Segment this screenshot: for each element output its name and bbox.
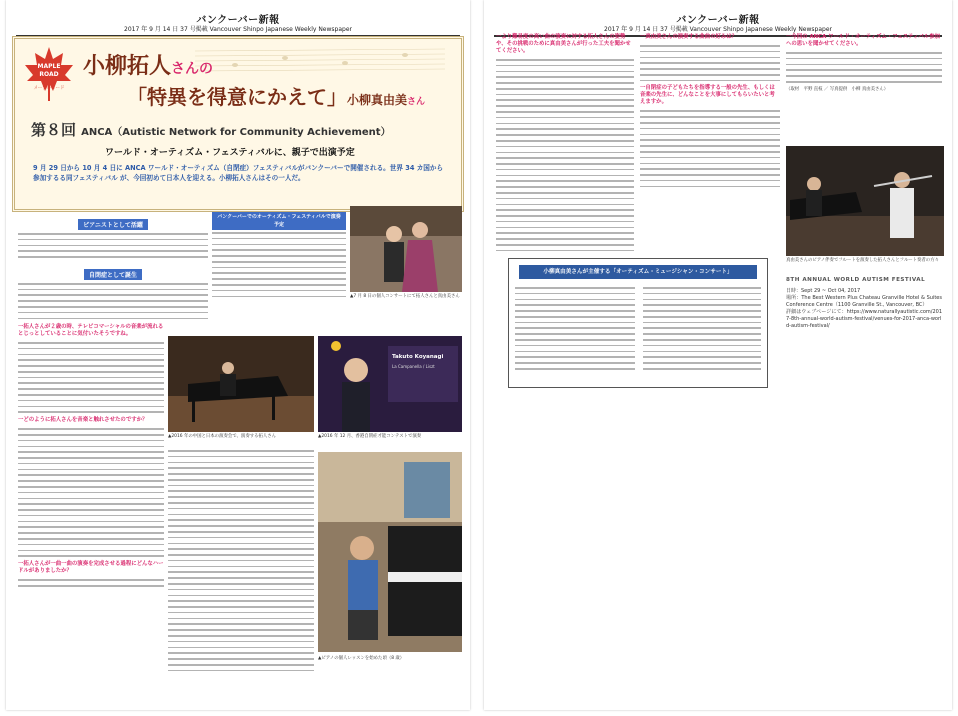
concert-text-b (643, 287, 761, 374)
section-heading-festival: バンクーバーでのオーティズム・フェスティバルで演奏予定 (212, 212, 346, 230)
title-line-2 (127, 81, 425, 110)
question-hurdles: 一拓人さんが一曲一曲の演奏を完成させる過程にどんなハードルがありましたか？ (18, 561, 164, 575)
flute-image (786, 146, 944, 256)
event-title: 8TH ANNUAL WORLD AUTISM FESTIVAL (786, 277, 926, 283)
poster-sub: La Campanella / Liszt (392, 364, 435, 369)
performers-image (350, 206, 462, 292)
body-text-festival (212, 232, 346, 297)
body-text-q1 (18, 342, 164, 413)
photo-piano-stage (168, 336, 314, 432)
question-favorites: 一真由美さんの演奏する曲曲の好みは？ (640, 34, 738, 40)
interview-credit: （取材 平野 直枝 ／ 写真提供 小柳 真由美さん） (786, 86, 889, 92)
title-name-mayumi: 小柳真由美 (347, 93, 408, 107)
badge-sub-text: メープルロード (33, 86, 65, 91)
title-frame (12, 36, 464, 212)
title-line-1 (83, 49, 213, 80)
caption-boy-photo: ▲ピアノの個人レッスンを始めた頃（8 歳） (318, 656, 405, 661)
body-text-col1 (496, 59, 634, 251)
column-2 (640, 34, 780, 191)
event-venue: 場所：The Best Western Plus Chateau Granville Hotel & Suites Conference Centre（1100 Granville St., Vancouver, BC） (786, 295, 942, 308)
lead-paragraph: 9 月 29 日から 10 月 4 日に ANCA ワールド・オーティズム（自閉症）フェスティバルがバンクーバーで開催される。世界 34 カ国から参加するる同フェスティバル が、今回初めて日本人を迎える。小柳拓人さんはその一人だ。 (33, 164, 444, 182)
dateline: 2017 年 9 月 14 日 37 号掲載 Vancouver Shinpo Japanese Weekly Newspaper (16, 24, 460, 37)
photo-mother-son (350, 206, 462, 292)
question-difficulty: 一より難易度の高い曲の演奏に対する拓人さんの姿勢や、その挑戦のために真由美さんが行った工夫を聞かせてください。 (496, 34, 631, 54)
body-text-q2 (18, 428, 164, 557)
newspaper-logo: バンクーバー新報 (196, 15, 280, 26)
body-text-middle (168, 450, 314, 675)
title-name-takuto: 小柳拓人 (83, 53, 172, 79)
badge-bottom-text: ROAD (39, 71, 59, 78)
body-text-col3 (786, 52, 942, 83)
newspaper-logo-right: バンクーバー新報 (676, 15, 760, 26)
left-page (6, 0, 470, 710)
photo-boy-piano (318, 452, 462, 652)
boy-piano-image (318, 452, 462, 652)
body-text-pianist (18, 233, 208, 258)
column-3 (786, 34, 942, 92)
caption-flute-photo: 真由美さんのピアノ伴奏でフルートを演奏した拓人さんとフルート奏者の方々 (786, 258, 939, 263)
event-url[interactable]: 詳細はウェブページにて：https://www.naturallyautistic.com/2017-8th-annual-world-autism-festival/venues-for-2017-anca-world-autism-festival/ (786, 309, 942, 329)
concert-box (508, 258, 768, 388)
caption-poster-photo: ▲2016 年 12 月、香港自閉症才能コンテストで演奏 (318, 434, 422, 439)
music-staff-decoration (195, 43, 445, 83)
photo-flute (786, 146, 944, 256)
question-music-contact: 一どのように拓人さんを音楽と触れさせたのですか？ (18, 417, 148, 424)
event-info-box (786, 276, 942, 330)
body-text-q3 (18, 579, 164, 586)
series-line (31, 119, 391, 140)
maple-road-badge (23, 45, 75, 105)
subtitle: ワールド・オーティズム・フェスティバルに、親子で出演予定 (105, 148, 355, 158)
caption-top-photo: ▲7 月 8 日の個人コンサートにて拓人さんと真由美さん (350, 294, 460, 299)
question-tv-commercial: 一拓人さんが２歳の時、テレビコマーシャルの音楽が流れるとじっとしていることに気付いたそうですね。 (18, 324, 164, 337)
piano-stage-image (168, 336, 314, 432)
dateline-right: 2017 年 9 月 14 日 37 号掲載 Vancouver Shinpo Japanese Weekly Newspaper (494, 24, 942, 37)
series-title: ANCA（Autistic Network for Community Achievement） (81, 127, 391, 138)
concert-text-a (515, 287, 635, 374)
section-heading-autism: 自閉症として誕生 (84, 269, 142, 280)
column-1 (496, 34, 634, 256)
title-particle: さんの (171, 61, 214, 77)
title-san: さん (407, 97, 426, 107)
event-date: 日時：Sept 29 ~ Oct 04, 2017 (786, 288, 861, 294)
concert-box-heading: 小柳真由美さんが主催する「オーティズム・ミュージシャン・コンサート」 (519, 265, 757, 279)
badge-top-text: MAPLE (37, 63, 61, 70)
section-pianist (18, 212, 208, 323)
photo-competition-poster (318, 336, 462, 432)
body-text-col2b (640, 110, 780, 187)
title-main-phrase: 「特異を得意にかえて」 (127, 85, 347, 109)
poster-image (318, 336, 462, 432)
body-text-col2a (640, 45, 780, 81)
body-text-autism (18, 283, 208, 319)
section-festival (212, 212, 346, 301)
series-label: 第８回 (31, 121, 77, 139)
section-q1 (18, 324, 164, 591)
section-heading-pianist: ピアニストとして活躍 (78, 219, 148, 230)
question-festival: 一今回の ANCA ワールド・オーティズム・フェスティバル参加への思いを聞かせてください。 (786, 34, 940, 47)
question-teachers: 一自閉症の子どもたちを指導する一般の先生、もしくは音楽の先生に、どんなことを大事にしてもらいたいと考えますか。 (640, 85, 775, 106)
right-page (484, 0, 952, 710)
poster-name: Takuto Koyanagi (392, 354, 444, 360)
caption-piano-photo: ▲2016 年の中国と日本の演奏会で、演奏する拓人さん (168, 434, 277, 439)
